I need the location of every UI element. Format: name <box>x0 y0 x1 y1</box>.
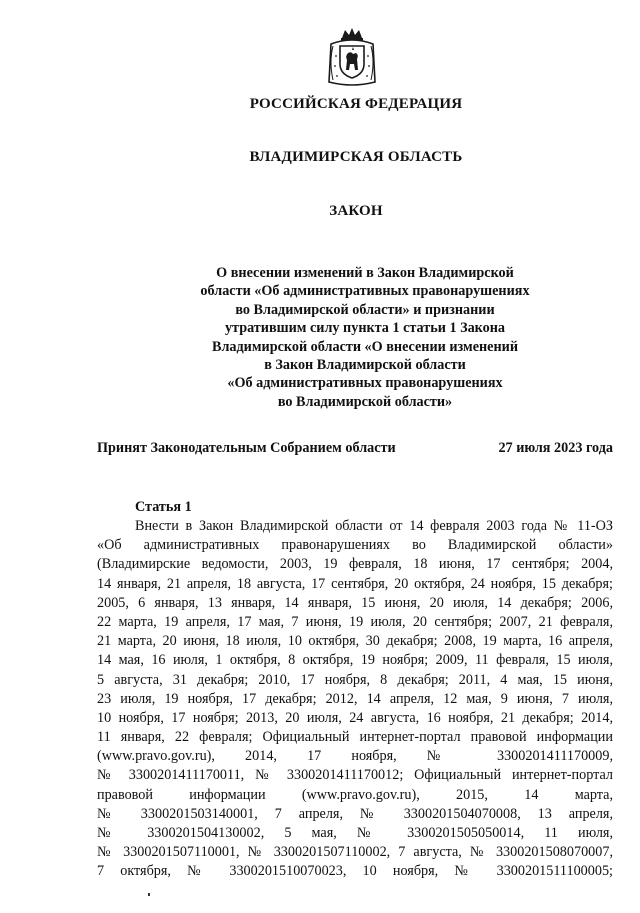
article-line: № 3300201504130002, 5 мая, № 3300201505050014, 11 июля, <box>97 825 613 841</box>
law-title-line: во Владимирской области» <box>277 393 453 410</box>
law-title-line: области «Об административных правонарушениях <box>200 283 530 300</box>
law-title-line: в Закон Владимирской области <box>264 357 466 374</box>
article-line: 14 января, 21 апреля, 18 августа, 17 сентября, 20 октября, 24 ноября, 15 декабря; <box>97 575 613 592</box>
scan-speck <box>148 893 150 896</box>
document-type-heading: ЗАКОН <box>329 203 383 219</box>
article-line: «Об административных правонарушениях во Владимирской области» <box>97 537 613 554</box>
article-line: 2005, 6 января, 13 января, 14 января, 15 июня, 20 июля, 14 декабря; 2006, <box>97 594 613 611</box>
article-line: 11 января, 22 февраля; Официальный интернет-портал правовой информации <box>97 729 613 746</box>
law-title-line: утратившим силу пункта 1 статьи 1 Закона <box>224 320 506 337</box>
article-line: 21 марта, 20 июня, 18 июля, 10 октября, 30 декабря; 2008, 19 марта, 16 апреля, <box>97 633 613 650</box>
article-line: (www.pravo.gov.ru), 2014, 17 ноября, № 3300201411170009, <box>97 748 613 765</box>
law-title-line: «Об административных правонарушениях <box>227 375 503 392</box>
country-heading: РОССИЙСКАЯ ФЕДЕРАЦИЯ <box>249 96 463 112</box>
article-line: № 3300201411170011, № 3300201411170012; Официальный интернет-портал <box>97 767 613 784</box>
article-line: № 3300201503140001, 7 апреля, № 3300201504070008, 13 апреля, <box>97 805 613 822</box>
region-heading: ВЛАДИМИРСКАЯ ОБЛАСТЬ <box>249 149 463 165</box>
article-line: 23 июля, 19 ноября, 17 декабря; 2012, 14 апреля, 12 мая, 9 июня, 7 июля, <box>97 690 613 707</box>
adoption-row <box>97 440 613 457</box>
article-line: (Владимирские ведомости, 2003, 19 февраля, 18 июня, 17 сентября; 2004, <box>97 556 613 573</box>
law-title-line: О внесении изменений в Закон Владимирской <box>216 265 514 281</box>
article-line: Внести в Закон Владимирской области от 14 февраля 2003 года № 11-ОЗ <box>135 518 613 534</box>
article-line: 10 ноября, 17 ноября; 2013, 20 июля, 24 августа, 16 ноября, 21 декабря; 2014, <box>97 709 613 726</box>
article-line: 14 мая, 16 июля, 1 октября, 8 октября, 19 ноября; 2009, 11 февраля, 15 июля, <box>97 652 613 669</box>
law-title <box>175 264 555 411</box>
article-line: 7 октября, № 3300201510070023, 10 ноября, № 3300201511100005; <box>97 863 613 880</box>
article-body <box>97 517 613 882</box>
law-title-line: во Владимирской области» и признании <box>235 301 495 318</box>
law-title-line: Владимирской области «О внесении изменений <box>211 338 519 355</box>
article-line: 22 марта, 19 апреля, 17 мая, 7 июня, 19 июля, 20 сентября; 2007, 21 февраля, <box>97 613 613 630</box>
article-line: 5 августа, 31 декабря; 2010, 17 ноября, 8 декабря; 2011, 4 мая, 15 июня, <box>97 671 613 688</box>
article-line: № 3300201507110001, № 3300201507110002, 7 августа, № 3300201508070007, <box>97 844 613 861</box>
article-heading: Статья 1 <box>135 499 192 515</box>
adoption-date: 27 июля 2023 года <box>498 440 613 456</box>
coat-of-arms-icon <box>325 26 379 88</box>
article-line: правовой информации (www.pravo.gov.ru), 2015, 14 марта, <box>97 786 613 803</box>
adopted-by: Принят Законодательным Собранием области <box>97 440 396 456</box>
